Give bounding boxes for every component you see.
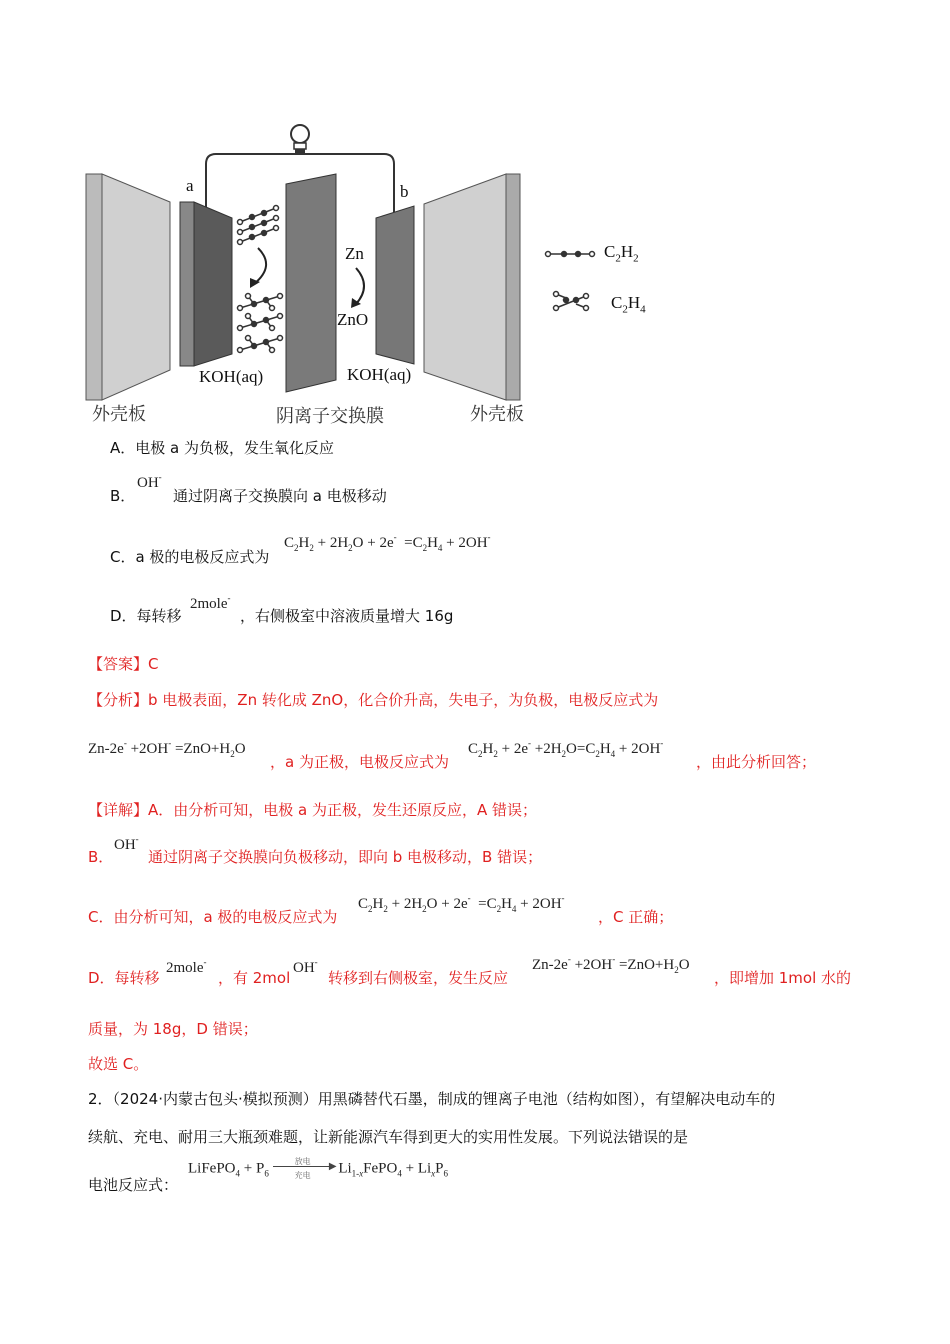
koh-left-label: KOH(aq) <box>199 367 264 386</box>
membrane-label: 阴离子交换膜 <box>276 406 384 427</box>
reversible-arrow-icon: ▶ 放电 充电 <box>273 1160 335 1178</box>
option-b-text: 通过阴离子交换膜向 a 电极移动 <box>173 487 387 505</box>
detail-b-prefix: B． <box>88 848 114 866</box>
analysis-end: ，由此分析回答； <box>696 753 817 771</box>
electrode-a <box>180 202 194 366</box>
detail-b-oh: OH- <box>114 834 139 853</box>
detail-c-end: ，C 正确； <box>598 908 674 926</box>
option-d-prefix: D．每转移 <box>110 607 182 625</box>
legend-c2h4-icon <box>554 292 589 311</box>
question2-line1: 2．（2024·内蒙古包头·模拟预测）用黑磷替代石墨，制成的锂离子电池（结构如图），有望解决电动车的 <box>88 1090 776 1108</box>
detail-d-oh: OH- <box>293 957 318 976</box>
shell-left-label: 外壳板 <box>92 404 146 425</box>
detail-d-equation: $Zn-2e^- +2OH^- =ZnO+H_2O$ <box>532 954 690 975</box>
detail-d-end: ，即增加 1mol 水的 <box>714 969 852 987</box>
zn-label: Zn <box>345 244 364 263</box>
anion-exchange-membrane <box>286 174 336 392</box>
shell-right-label: 外壳板 <box>470 404 524 425</box>
option-c-text: C．a 极的电极反应式为 <box>110 548 270 566</box>
option-a: A．电极 a 为负极，发生氧化反应 <box>110 439 334 457</box>
shell-plate-left <box>86 174 102 400</box>
detail-c-text: C．由分析可知，a 极的电极反应式为 <box>88 908 338 926</box>
electrode-b-label: b <box>400 182 409 201</box>
electrode-b <box>376 206 414 364</box>
zno-label: ZnO <box>337 310 369 329</box>
detail-d-line2: 质量，为 18g，D 错误； <box>88 1020 258 1038</box>
c2h4-molecules <box>238 294 283 353</box>
detail-d-mid2: 转移到右侧极室，发生反应 <box>328 969 509 987</box>
option-d-text: ，右侧极室中溶液质量增大 16g <box>240 607 454 625</box>
detail-a: 【详解】A．由分析可知，电极 a 为正极，发生还原反应，A 错误； <box>88 801 538 819</box>
detail-d-2mole: 2mole- <box>166 957 207 976</box>
option-c-equation: $C_2H_2 + 2H_2O + 2e^- =C_2H_4 + 2OH^-$ <box>284 532 491 553</box>
option-b-oh: OH- <box>137 472 162 491</box>
battery-reaction-equation: LiFePO$_4$ + $P_6$ ▶ 放电 充电 $Li_{1-x}FePO_4 + Li_xP_6$ <box>188 1157 448 1180</box>
detail-b-text: 通过阴离子交换膜向负极移动，即向 b 电极移动，B 错误； <box>148 848 543 866</box>
reaction-arrow-right <box>356 268 364 304</box>
analysis-eq-zn: $Zn-2e^- +2OH^- =ZnO+H_2O$ <box>88 738 246 759</box>
shell-plate-right <box>424 174 506 400</box>
c2h2-molecules <box>238 206 279 245</box>
detail-d-mid: ，有 2mol <box>218 969 291 987</box>
analysis-eq-c2h2: $C_2H_2 + 2e^- +2H_2O=C_2H_4 + 2OH^-$ <box>468 738 664 759</box>
option-d-2mole: 2mole- <box>190 593 231 612</box>
reaction-arrow-left <box>254 248 266 284</box>
legend-c2h4-label: $C_2H_4$ <box>611 293 646 316</box>
detail-d-prefix: D．每转移 <box>88 969 160 987</box>
koh-right-label: KOH(aq) <box>347 365 412 384</box>
electrode-a-label: a <box>186 176 194 195</box>
question2-line2: 续航、充电、耐用三大瓶颈难题，让新能源汽车得到更大的实用性发展。下列说法错误的是 <box>88 1128 689 1146</box>
analysis-line1: 【分析】b 电极表面，Zn 转化成 ZnO，化合价升高，失电子，为负极，电极反应式为 <box>88 691 659 709</box>
answer-label: 【答案】C <box>88 655 159 673</box>
legend-c2h2-label: $C_2H_2$ <box>604 242 639 265</box>
question2-label: 电池反应式： <box>88 1176 179 1194</box>
conclusion: 故选 C。 <box>88 1055 149 1073</box>
option-b-prefix: B． <box>110 487 136 505</box>
detail-c-equation: $C_2H_2 + 2H_2O + 2e^- =C_2H_4 + 2OH^-$ <box>358 893 565 914</box>
analysis-mid: ，a 为正极，电极反应式为 <box>270 753 449 771</box>
legend-c2h2-icon <box>546 252 595 257</box>
